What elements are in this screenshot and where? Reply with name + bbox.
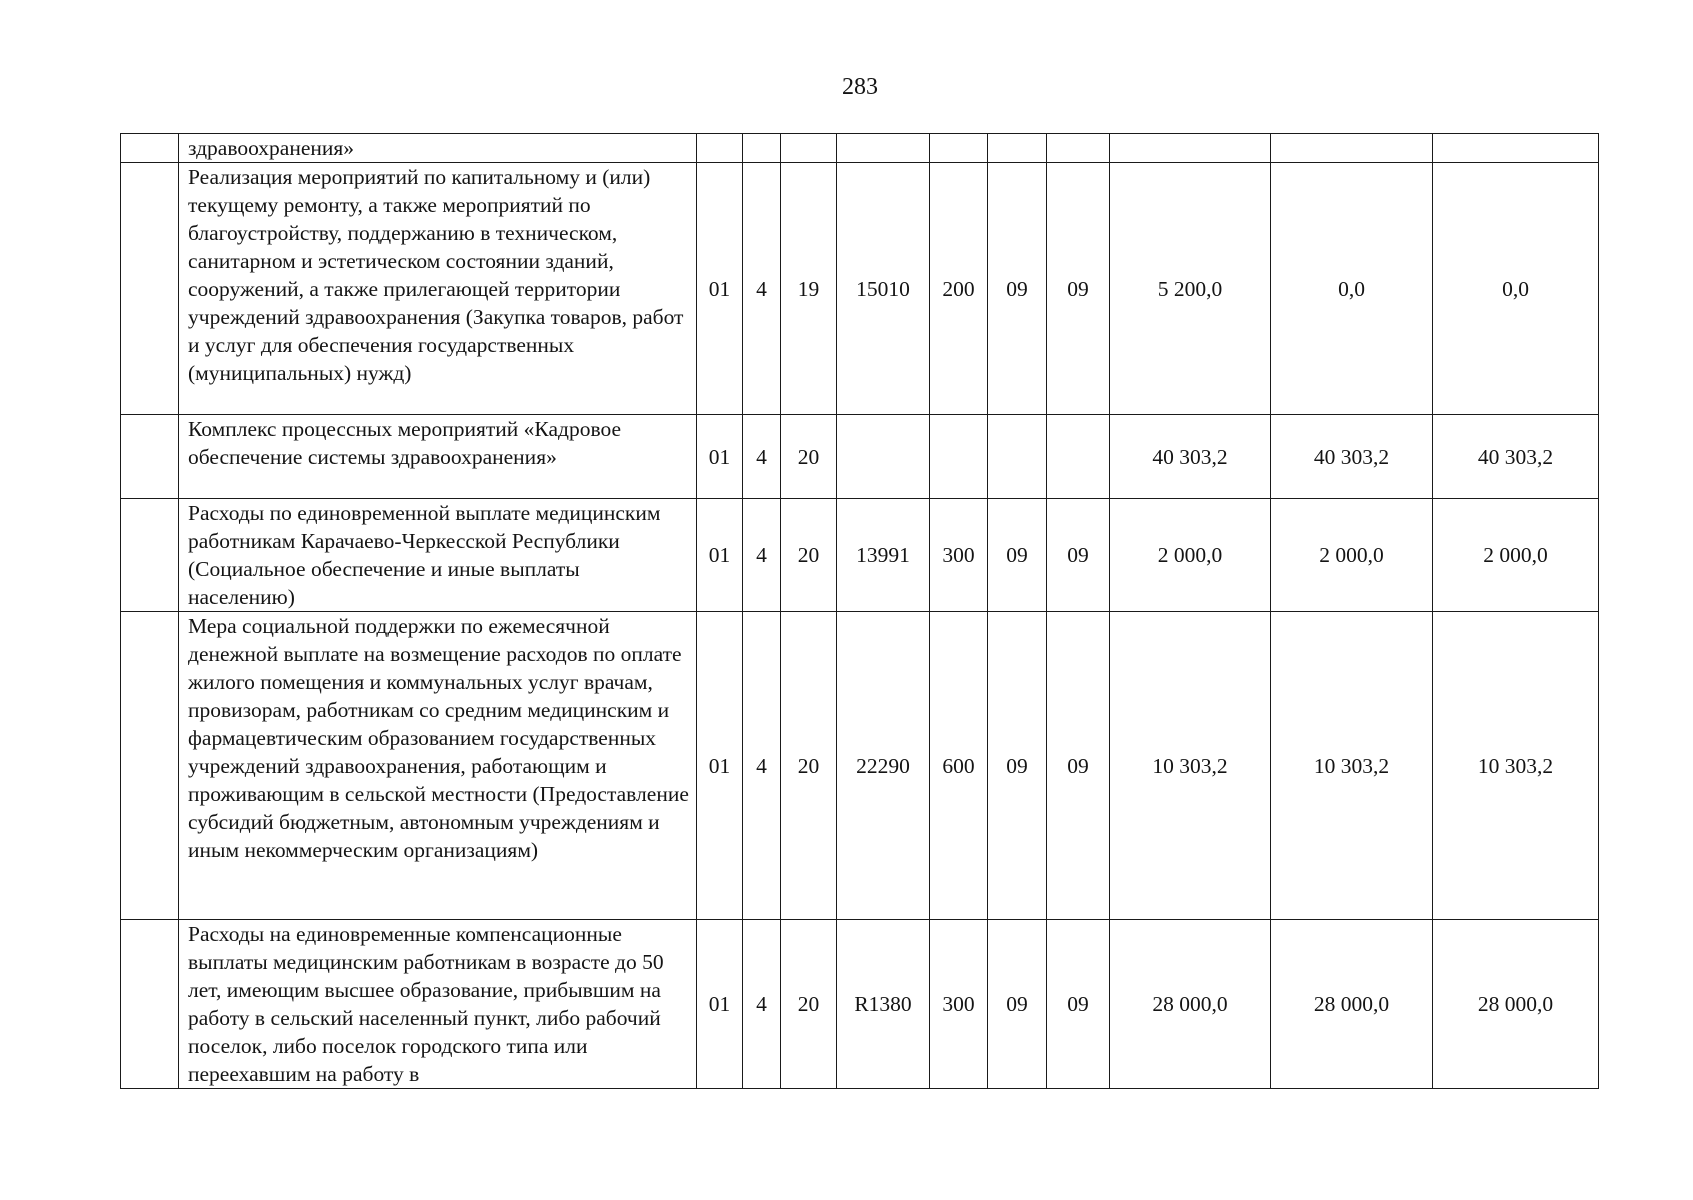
code-cell: 01 [697,920,743,1089]
row-number-cell [121,163,179,415]
code-cell: 01 [697,163,743,415]
amount-cell [1433,134,1599,163]
code-cell: 20 [781,612,837,920]
code-cell [837,415,930,499]
code-cell: 09 [1047,499,1110,612]
code-cell: 15010 [837,163,930,415]
row-number-cell [121,612,179,920]
code-cell: 09 [1047,920,1110,1089]
row-number-cell [121,499,179,612]
code-cell: 4 [743,920,781,1089]
code-cell: 09 [988,163,1047,415]
code-cell: 09 [988,612,1047,920]
code-cell: 4 [743,163,781,415]
code-cell [930,134,988,163]
code-cell: 19 [781,163,837,415]
amount-cell: 40 303,2 [1271,415,1433,499]
row-number-cell [121,415,179,499]
amount-cell: 10 303,2 [1433,612,1599,920]
code-cell: 13991 [837,499,930,612]
amount-cell: 28 000,0 [1110,920,1271,1089]
code-cell: 600 [930,612,988,920]
code-cell: 09 [988,499,1047,612]
amount-cell: 2 000,0 [1433,499,1599,612]
page-number: 283 [842,74,878,100]
table-row [121,920,1599,1089]
code-cell [1047,415,1110,499]
code-cell: 09 [1047,163,1110,415]
code-cell [743,134,781,163]
table-row [121,163,1599,415]
amount-cell: 2 000,0 [1271,499,1433,612]
description-cell: Комплекс процессных мероприятий «Кадровое обеспечение системы здравоохранения» [179,415,697,499]
code-cell [1047,134,1110,163]
description-cell: Мера социальной поддержки по ежемесячной денежной выплате на возмещение расходов по оплате жилого помещения и коммунальных услуг врачам, провизорам, работникам со средним медицинским и фармацевтическим образованием государственных учреждений здравоохранения, работающим и проживающим в сельской местности (Предоставление субсидий бюджетным, автономным учреждениям и иным некоммерческим организациям) [179,612,697,920]
code-cell: 01 [697,612,743,920]
row-number-cell [121,920,179,1089]
amount-cell: 10 303,2 [1110,612,1271,920]
code-cell [988,415,1047,499]
amount-cell: 0,0 [1433,163,1599,415]
table-row [121,499,1599,612]
amount-cell: 5 200,0 [1110,163,1271,415]
code-cell: 09 [1047,612,1110,920]
code-cell: 200 [930,163,988,415]
amount-cell: 40 303,2 [1433,415,1599,499]
amount-cell: 28 000,0 [1271,920,1433,1089]
table-row [121,134,1599,163]
amount-cell: 2 000,0 [1110,499,1271,612]
code-cell [781,134,837,163]
description-cell: здравоохранения» [179,134,697,163]
amount-cell [1271,134,1433,163]
amount-cell: 28 000,0 [1433,920,1599,1089]
description-cell: Расходы по единовременной выплате медицинским работникам Карачаево-Черкесской Республики (Социальное обеспечение и иные выплаты населению) [179,499,697,612]
budget-table [120,133,1599,1089]
code-cell [837,134,930,163]
code-cell: 22290 [837,612,930,920]
code-cell [930,415,988,499]
code-cell: 20 [781,920,837,1089]
code-cell: 20 [781,499,837,612]
code-cell: 300 [930,499,988,612]
code-cell: 01 [697,415,743,499]
code-cell: 01 [697,499,743,612]
table-row [121,415,1599,499]
amount-cell [1110,134,1271,163]
code-cell: 20 [781,415,837,499]
description-cell: Реализация мероприятий по капитальному и (или) текущему ремонту, а также мероприятий по благоустройству, поддержанию в техническом, санитарном и эстетическом состоянии зданий, сооружений, а также прилегающей территории учреждений здравоохранения (Закупка товаров, работ и услуг для обеспечения государственных (муниципальных) нужд) [179,163,697,415]
description-cell: Расходы на единовременные компенсационные выплаты медицинским работникам в возрасте до 50 лет, имеющим высшее образование, прибывшим на работу в сельский населенный пункт, либо рабочий поселок, либо поселок городского типа или переехавшим на работу в [179,920,697,1089]
code-cell: 300 [930,920,988,1089]
code-cell [697,134,743,163]
code-cell: 4 [743,415,781,499]
code-cell: 09 [988,920,1047,1089]
code-cell: 4 [743,612,781,920]
amount-cell: 40 303,2 [1110,415,1271,499]
amount-cell: 0,0 [1271,163,1433,415]
code-cell: 4 [743,499,781,612]
row-number-cell [121,134,179,163]
amount-cell: 10 303,2 [1271,612,1433,920]
code-cell [988,134,1047,163]
code-cell: R1380 [837,920,930,1089]
table-row [121,612,1599,920]
